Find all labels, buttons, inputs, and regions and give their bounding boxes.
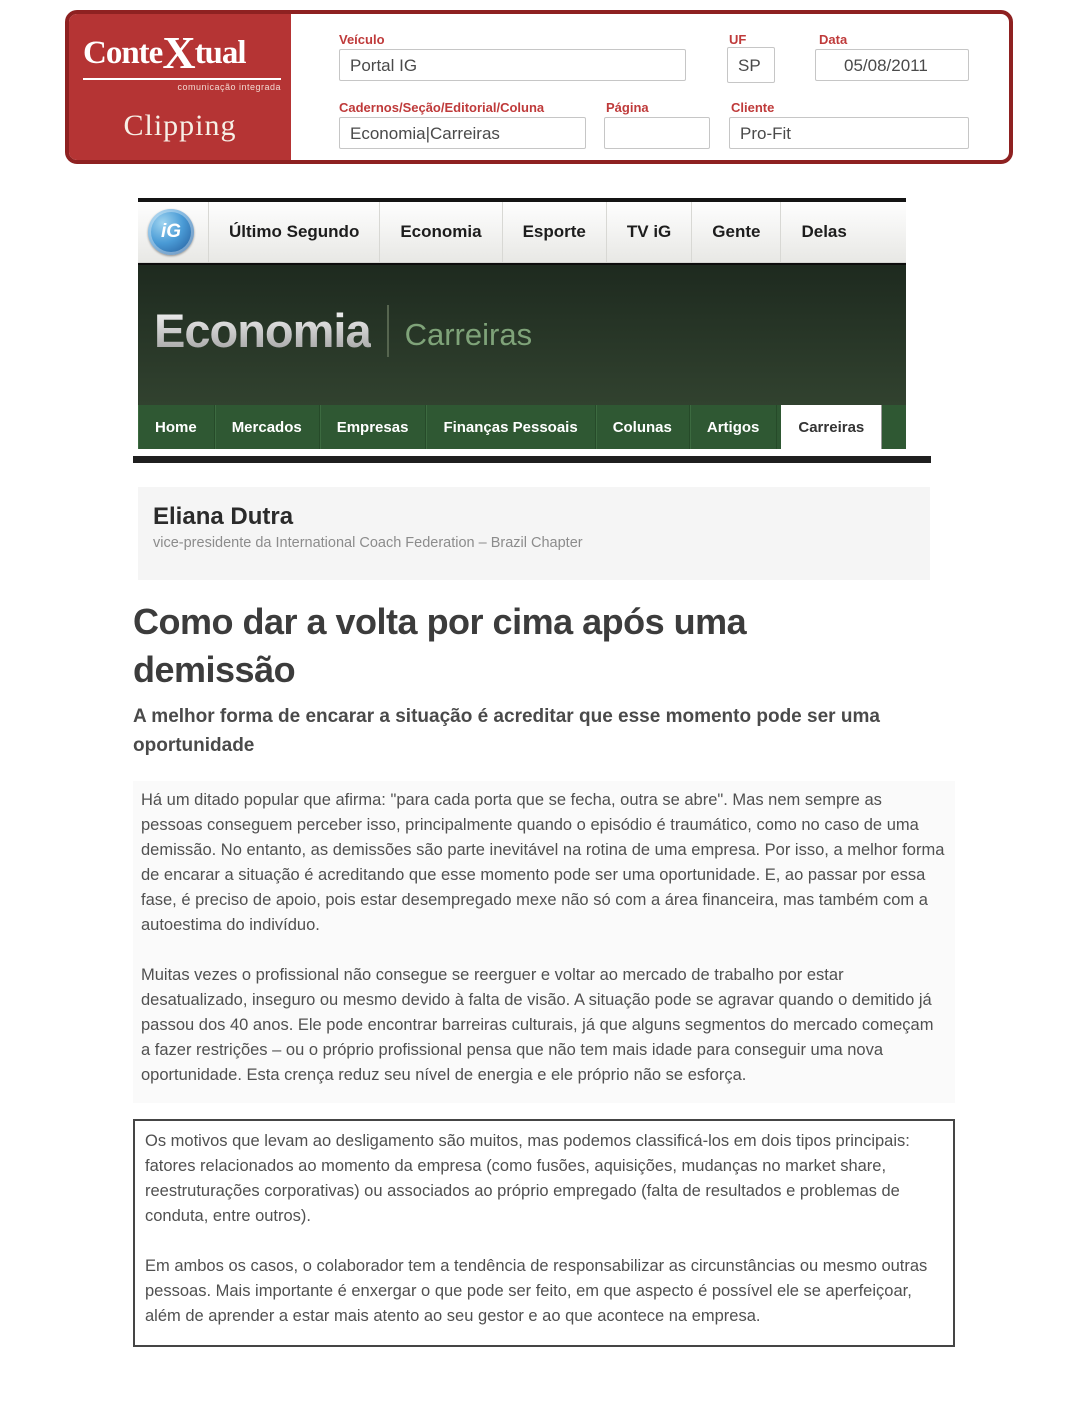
paragraph-3: Os motivos que levam ao desligamento são muitos, mas podemos classificá-los em dois tipos principais: fatores relacionados ao momento da empresa (como fusões, aquisições, mudanças no market share, reestruturações corporativas) ou associados ao próprio empregado (falta de resultados e problemas de conduta, entre outros). [145,1132,910,1225]
nav-economia[interactable]: Economia [379,202,501,262]
pagina-label: Página [606,100,649,115]
body-text-block [133,781,955,1103]
nav-esporte[interactable]: Esporte [502,202,606,262]
nav-gente[interactable]: Gente [691,202,780,262]
uf-label: UF [729,32,747,47]
contextual-logo [83,27,281,92]
clipping-header [65,10,1013,164]
section-nav [138,405,906,449]
horizontal-divider [133,456,931,463]
veiculo-field[interactable]: Portal IG [339,49,686,81]
data-field[interactable]: 05/08/2011 [815,49,969,81]
banner-divider [387,305,389,357]
tab-colunas[interactable]: Colunas [596,405,690,449]
nav-tv-ig[interactable]: TV iG [606,202,691,262]
tab-carreiras-active[interactable]: Carreiras [781,405,882,449]
article-headline: Como dar a volta por cima após uma demissão [133,601,747,690]
cliente-label: Cliente [731,100,775,115]
paragraph-4: Em ambos os casos, o colaborador tem a tendência de responsabilizar as circunstâncias ou mesmo outras pessoas. Mais importante é enxergar o que pode ser feito, em que aspecto é possível ele se aperfeiçoar, além de aprender a estar mais atento ao seu gestor e ao que acontece na empresa. [145,1257,928,1325]
author-title: vice-presidente da International Coach Federation – Brazil Chapter [153,535,583,551]
logo-underline [83,78,281,80]
cadernos-field[interactable]: Economia|Carreiras [339,117,586,149]
tab-artigos[interactable]: Artigos [690,405,778,449]
nav-ultimo-segundo[interactable]: Último Segundo [208,202,379,262]
site-top-nav [138,202,906,263]
veiculo-label: Veículo [339,32,385,47]
uf-field[interactable]: SP [727,47,775,83]
pagina-field[interactable] [604,117,710,149]
article-body [133,781,955,1347]
author-name: Eliana Dutra [153,503,294,530]
banner-section-title: Economia [154,304,371,357]
tab-financas-pessoais[interactable]: Finanças Pessoais [426,405,595,449]
nav-delas[interactable]: Delas [780,202,866,262]
product-name: Clipping [123,109,237,142]
paragraph-2: Muitas vezes o profissional não consegue se reerguer e voltar ao mercado de trabalho por estar desatualizado, inseguro ou mesmo devido à falta de visão. A situação pode se agravar quando o demitido já passou dos 40 anos. Ele pode encontrar barreiras culturais, já que alguns segmentos do mercado começam a fazer restrições – ou o próprio profissional pensa que não tem mais idade para conseguir uma nova oportunidade. Esta crença reduz seu nível de energia e ele próprio não se esforça. [141,966,934,1084]
cliente-field[interactable]: Pro-Fit [729,117,969,149]
article-subtitle: A melhor forma de encarar a situação é acreditar que esse momento pode ser uma oportunidade [133,706,880,757]
banner-subsection-title: Carreiras [404,316,533,352]
brand-tagline: comunicação integrada [177,82,281,92]
brand-name: ConteXtual [83,27,246,78]
cadernos-label: Cadernos/Seção/Editorial/Coluna [339,100,545,115]
section-banner [138,263,906,405]
tab-empresas[interactable]: Empresas [320,405,427,449]
highlighted-text-box [133,1119,955,1347]
ig-logo-icon[interactable]: iG [148,209,194,255]
author-box [138,487,930,580]
data-label: Data [819,32,848,47]
website-screenshot [138,198,906,449]
tab-home[interactable]: Home [138,405,215,449]
paragraph-1: Há um ditado popular que afirma: "para cada porta que se fecha, outra se abre". Mas nem sempre as pessoas conseguem perceber isso, principalmente quando o episódio é traumático, como no caso de uma demissão. No entanto, as demissões são parte inevitável na rotina de uma empresa. Por isso, a melhor forma de encarar a situação é acreditando que esse momento pode ser uma oportunidade. E, ao passar por essa fase, é preciso de apoio, pois estar desempregado mexe não só com a área financeira, mas também com a autoestima do indivíduo. [141,791,945,934]
brand-panel [69,14,291,160]
tab-mercados[interactable]: Mercados [215,405,320,449]
